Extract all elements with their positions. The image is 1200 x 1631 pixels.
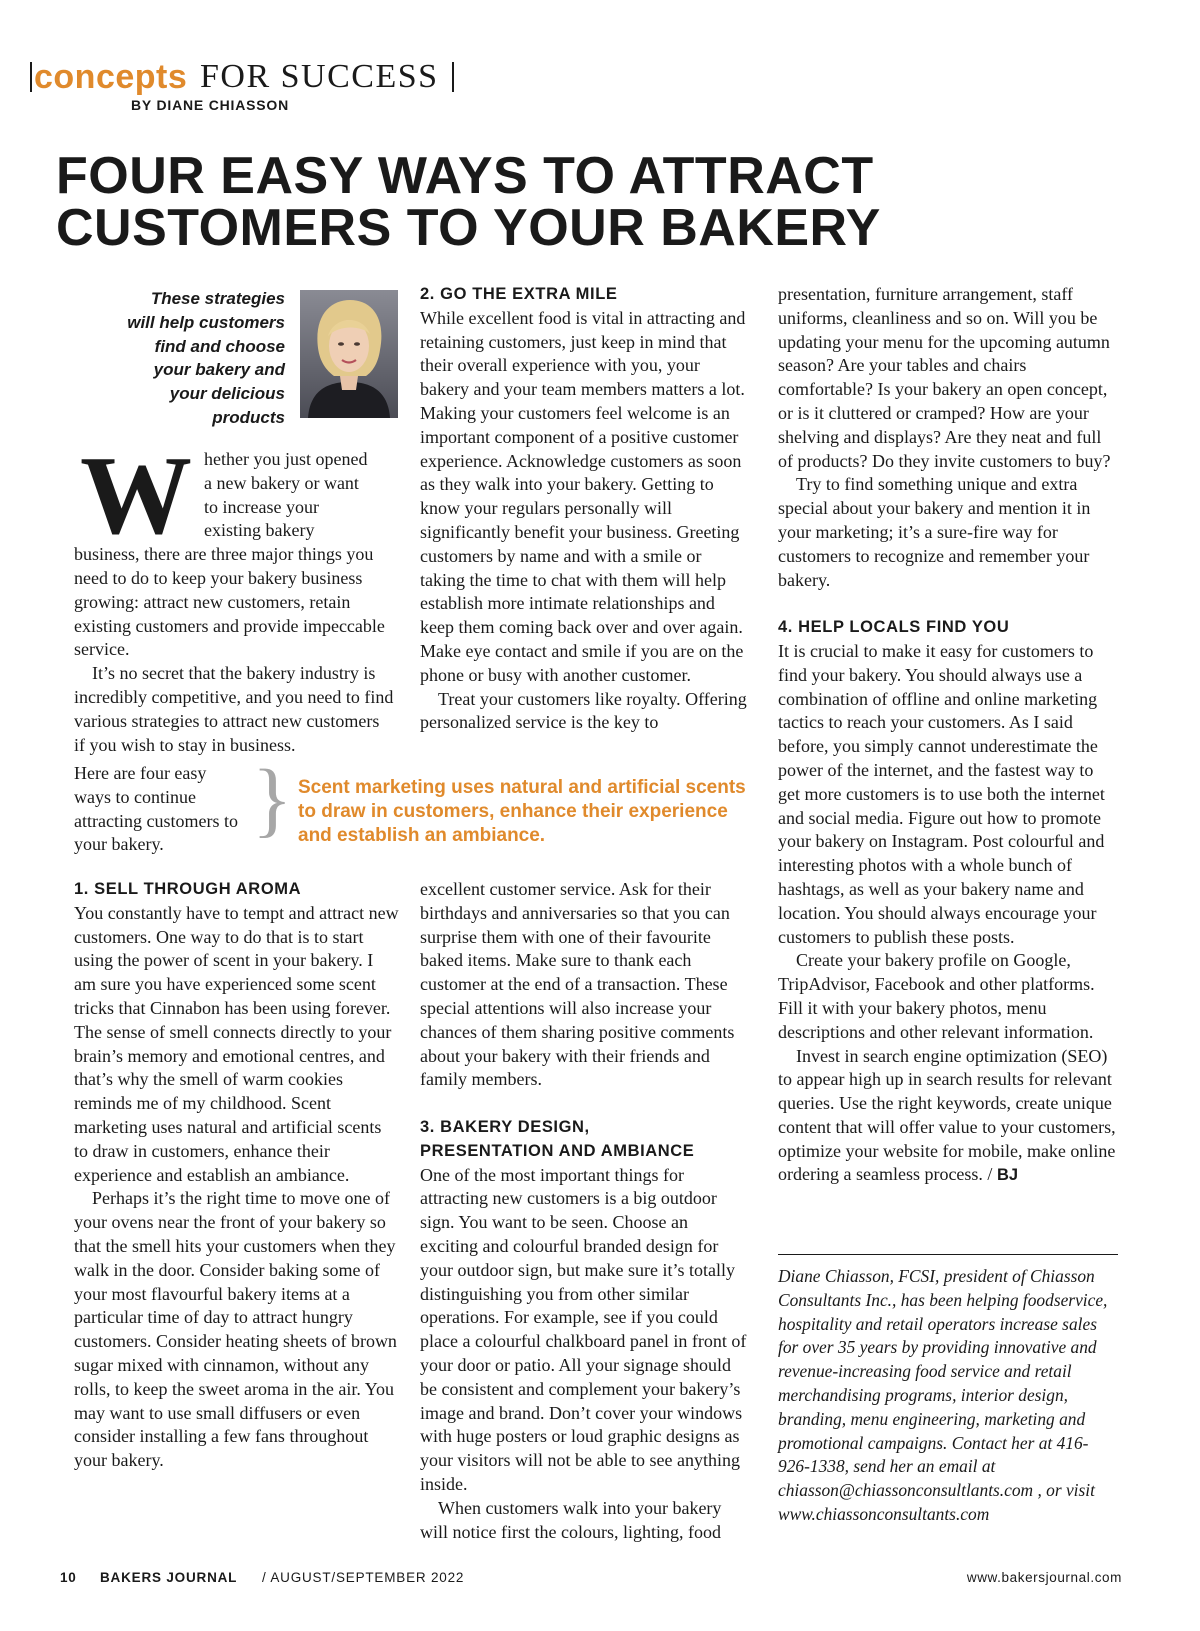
intro-line: existing bakery: [204, 520, 315, 541]
headline-line-1: FOUR EASY WAYS TO ATTRACT: [56, 147, 874, 205]
byline: BY DIANE CHIASSON: [131, 97, 290, 113]
section-2-continued: [420, 878, 750, 1544]
section-2-heading: 2. GO THE EXTRA MILE: [420, 285, 618, 303]
section-4-paragraph: [778, 1045, 1118, 1189]
section-2-paragraph: While excellent food is vital in attracting and retaining customers, just keep in mind that their overall experience with you, your bakery and your team members matters a lot. Making your customers feel welcome is an important component of a positive customer experience. Acknowledge customers as soon as they walk into your bakery. Getting to know your regulars personally will significantly benefit your business. Greeting customers by name and with a smile or taking the time to chat with them will help establish more intimate relationships and keep them coming back over and over again. Make eye contact and smile if you are on the phone or busy with another customer.: [420, 307, 746, 685]
website-link[interactable]: www.bakersjournal.com: [966, 1570, 1122, 1585]
headline: [56, 147, 1056, 257]
column-3: [778, 283, 1118, 1188]
section-1-heading: 1. SELL THROUGH AROMA: [74, 880, 302, 898]
section-3-heading: PRESENTATION AND AMBIANCE: [420, 1141, 695, 1160]
intro-line: to increase your: [204, 496, 319, 517]
section-3-paragraph: presentation, furniture arrangement, staff uniforms, cleanliness and so on. Will you be updating your menu for the upcoming autumn season? Are your tables and chairs comfortable? Is your bakery an open concept, or is it cluttered or cramped? How are your shelving and displays? Are they neat and full of products? Do they invite customers to buy?: [778, 284, 1111, 471]
author-portrait-graphic: [300, 290, 398, 418]
intro-paragraph-2: It’s no secret that the bakery industry is incredibly competitive, and you need to find various strategies to attract new customers if you wish to stay in business.: [74, 663, 394, 755]
issue-date: / AUGUST/SEPTEMBER 2022: [262, 1570, 465, 1585]
section-3-paragraph: One of the most important things for attracting new customers is a big outdoor sign. You want to be seen. Choose an exciting and colourful branded design for your outdoor sign, but make sure it’s totally distinguishing you from other similar operations. For example, see if you could place a colourful chalkboard panel in front of your door or patio. All your signage should be consistent and complement your bakery’s image and brand. Don’t cover your windows with huge posters or loud graphic designs as your visitors will not be able to see anything inside.: [420, 1164, 747, 1494]
section-4-paragraph-text: Invest in search engine optimization (SEO) to appear high up in search results for relevant queries. Use the right keywords, create unique content that will offer value to your customers, optimize your website for mobile, make online ordering a seamless process. /: [778, 1045, 1116, 1185]
intro-text: [74, 434, 394, 757]
section-2-paragraph: Treat your customers like royalty. Offering personalized service is the key to: [420, 688, 747, 733]
intro-line: a new bakery or want: [204, 472, 359, 493]
section-3-paragraph: When customers walk into your bakery will notice first the colours, lighting, food: [420, 1497, 722, 1542]
page-number: 10: [60, 1570, 77, 1585]
deck: [70, 287, 285, 430]
column-bar-left: [30, 62, 32, 92]
section-1-paragraph: Perhaps it’s the right time to move one of your ovens near the front of your bakery so that the smell hits your customers when they walk in the door. Consider baking some of your most flavourful bakery items at a particular time of day to attract hungry customers. Consider heating sheets of brown sugar mixed with cinnamon, without any rolls, to keep the sweet aroma in the air. You may want to use small diffusers or even consider installing a few fans throughout your bakery.: [74, 1188, 397, 1471]
section-3-paragraph: Try to find something unique and extra special about your bakery and mention it in your marketing; it’s a sure-fire way for customers to recognize and remember your bakery.: [778, 474, 1091, 590]
drop-cap: W: [80, 434, 192, 558]
author-photo: [300, 290, 398, 418]
section-1: [74, 878, 399, 1473]
intro-line: hether you just opened: [204, 449, 368, 469]
column-name: concepts: [34, 58, 188, 96]
deck-line: will help customers: [127, 312, 285, 332]
section-2-paragraph: excellent customer service. Ask for their birthdays and anniversaries so that you can surprise them with one of their favourite baked items. Make sure to thank each customer at the end of a transaction. These special attentions will also increase your chances of them sharing positive comments about your bakery with their friends and family members.: [420, 879, 735, 1090]
pull-quote-brace: }: [252, 753, 293, 846]
deck-line: find and choose: [154, 336, 285, 356]
section-3-heading: 3. BAKERY DESIGN,: [420, 1117, 590, 1136]
intro-paragraph-1: business, there are three major things you need to do to keep your bakery business growing: attract new customers, retain existing customers and provide impeccable service.: [74, 544, 385, 660]
deck-line: products: [212, 407, 285, 427]
deck-line: your delicious: [169, 384, 285, 404]
column-name-suffix: FOR SUCCESS: [200, 58, 439, 95]
section-2: [420, 283, 750, 735]
section-1-paragraph: You constantly have to tempt and attract new customers. One way to do that is to start using the power of scent in your bakery. I am sure you have experienced some scent tricks that Cinnabon has been using forever. The sense of smell connects directly to your brain’s memory and emotional centres, and that’s why the smell of warm cookies reminds me of my childhood. Scent marketing uses natural and artificial scents to draw in customers, enhance their experience and establish an ambiance.: [74, 902, 399, 1185]
deck-line: These strategies: [150, 289, 285, 308]
intro-paragraph-2-tail: Here are four easy ways to continue attracting customers to your bakery.: [74, 763, 238, 855]
bio-divider: [778, 1254, 1118, 1255]
column-bar-right: [452, 62, 454, 92]
section-4-heading: 4. HELP LOCALS FIND YOU: [778, 618, 1010, 637]
magazine-name: BAKERS JOURNAL: [100, 1570, 238, 1585]
headline-line-2: CUSTOMERS TO YOUR BAKERY: [56, 199, 881, 257]
section-4-paragraph: Create your bakery profile on Google, TripAdvisor, Facebook and other platforms. Fill it with your bakery photos, menu descriptions and other relevant information.: [778, 950, 1095, 1042]
pull-quote: Scent marketing uses natural and artificial scents to draw in customers, enhance their experience and establish an ambiance.: [298, 777, 746, 846]
section-4-paragraph: It is crucial to make it easy for customers to find your bakery. You should always use a combination of offline and online marketing tactics to reach your customers. As I said before, you simply cannot underestimate the power of the internet, and the fastest way to get more customers is to use both the internet and social media. Figure out how to promote your bakery on Instagram. Post colourful and interesting photos with a whole bunch of hashtags, as well as your bakery name and location. You should always encourage your customers to publish these posts.: [778, 640, 1105, 947]
signoff: BJ: [996, 1166, 1019, 1185]
deck-line: your bakery and: [153, 360, 285, 380]
author-bio: Diane Chiasson, FCSI, president of Chiasson Consultants Inc., has been helping foodservice, hospitality and retail operators increase sales for over 35 years by providing innovative and revenue-increasing food service and retail merchandising programs, interior design, branding, menu engineering, marketing and promotional campaigns. Contact her at 416-926-1338, send her an email at chiasson@chiassonconsultlants.com , or visit www.chiassonconsultants.com: [778, 1266, 1108, 1524]
